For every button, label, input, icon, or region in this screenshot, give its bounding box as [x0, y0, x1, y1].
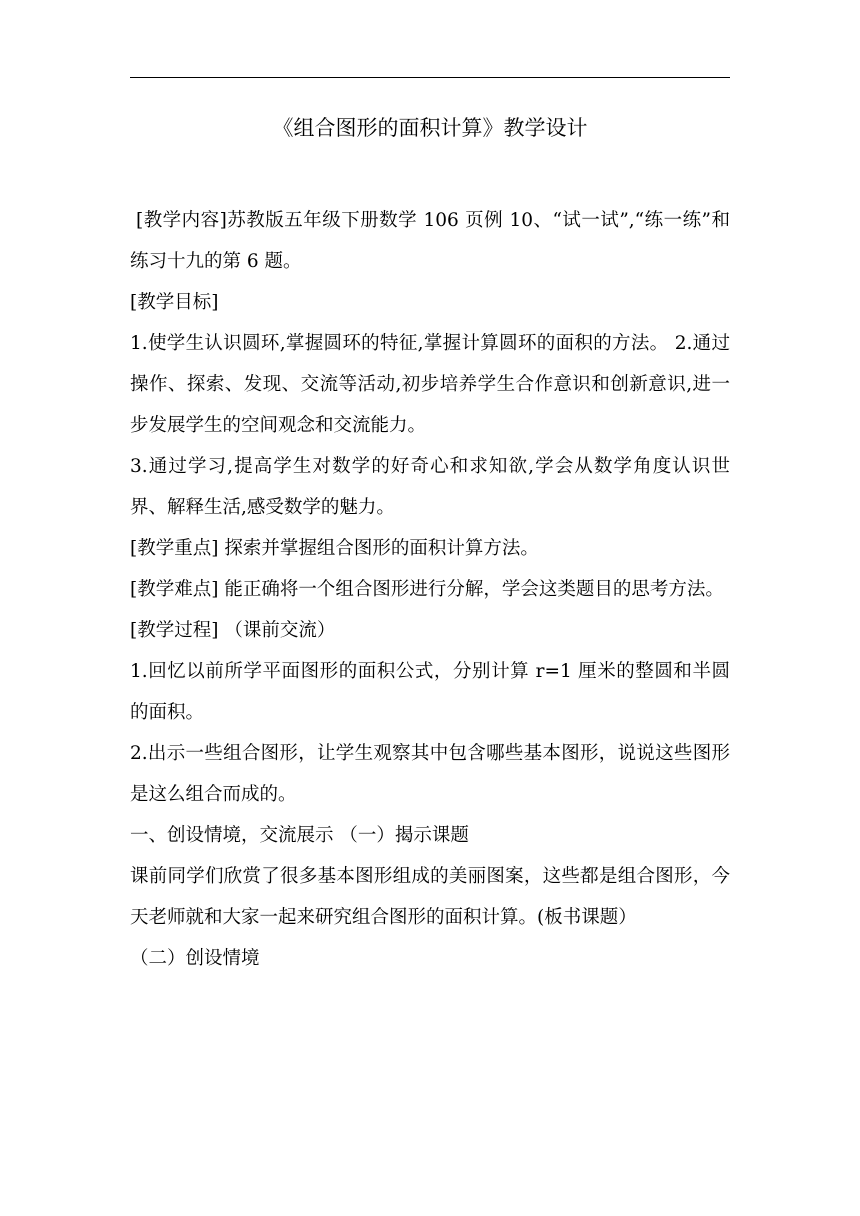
paragraph-difficulty: [教学难点] 能正确将一个组合图形进行分解，学会这类题目的思考方法。 — [130, 579, 724, 600]
paragraph-key-point: [教学重点] 探索并掌握组合图形的面积计算方法。 — [130, 538, 539, 559]
paragraph-section-1-heading: 一、创设情境，交流展示 （一）揭示课题 — [130, 825, 469, 846]
paragraph-teaching-content: [教学内容]苏教版五年级下册数学 106 页例 10、“试一试”,“练一练”和练习十九的第 6 题。 — [130, 210, 730, 272]
paragraph-process-1: 1.回忆以前所学平面图形的面积公式，分别计算 r=1 厘米的整圆和半圆的面积。 — [130, 661, 730, 723]
paragraph-process-2: 2.出示一些组合图形，让学生观察其中包含哪些基本图形，说说这些图形是这么组合而成的。 — [130, 743, 730, 805]
header-rule — [130, 77, 730, 78]
document-title: 《组合图形的面积计算》教学设计 — [272, 116, 588, 140]
paragraph-subsection-2-heading: （二）创设情境 — [130, 948, 260, 969]
document-body — [130, 200, 730, 979]
paragraph-goal-3: 3.通过学习,提高学生对数学的好奇心和求知欲,学会从数学角度认识世界、解释生活,感受数学的魅力。 — [130, 456, 730, 518]
paragraph-goal-1-2: 1.使学生认识圆环,掌握圆环的特征,掌握计算圆环的面积的方法。 2.通过操作、探索、发现、交流等活动,初步培养学生合作意识和创新意识,进一步发展学生的空间观念和交流能力。 — [130, 333, 730, 436]
paragraph-process-heading: [教学过程] （课前交流） — [130, 620, 336, 641]
paragraph-section-1-text: 课前同学们欣赏了很多基本图形组成的美丽图案，这些都是组合图形，今天老师就和大家一起来研究组合图形的面积计算。(板书课题） — [130, 866, 730, 928]
paragraph-teaching-goals-heading: [教学目标] — [130, 292, 219, 313]
